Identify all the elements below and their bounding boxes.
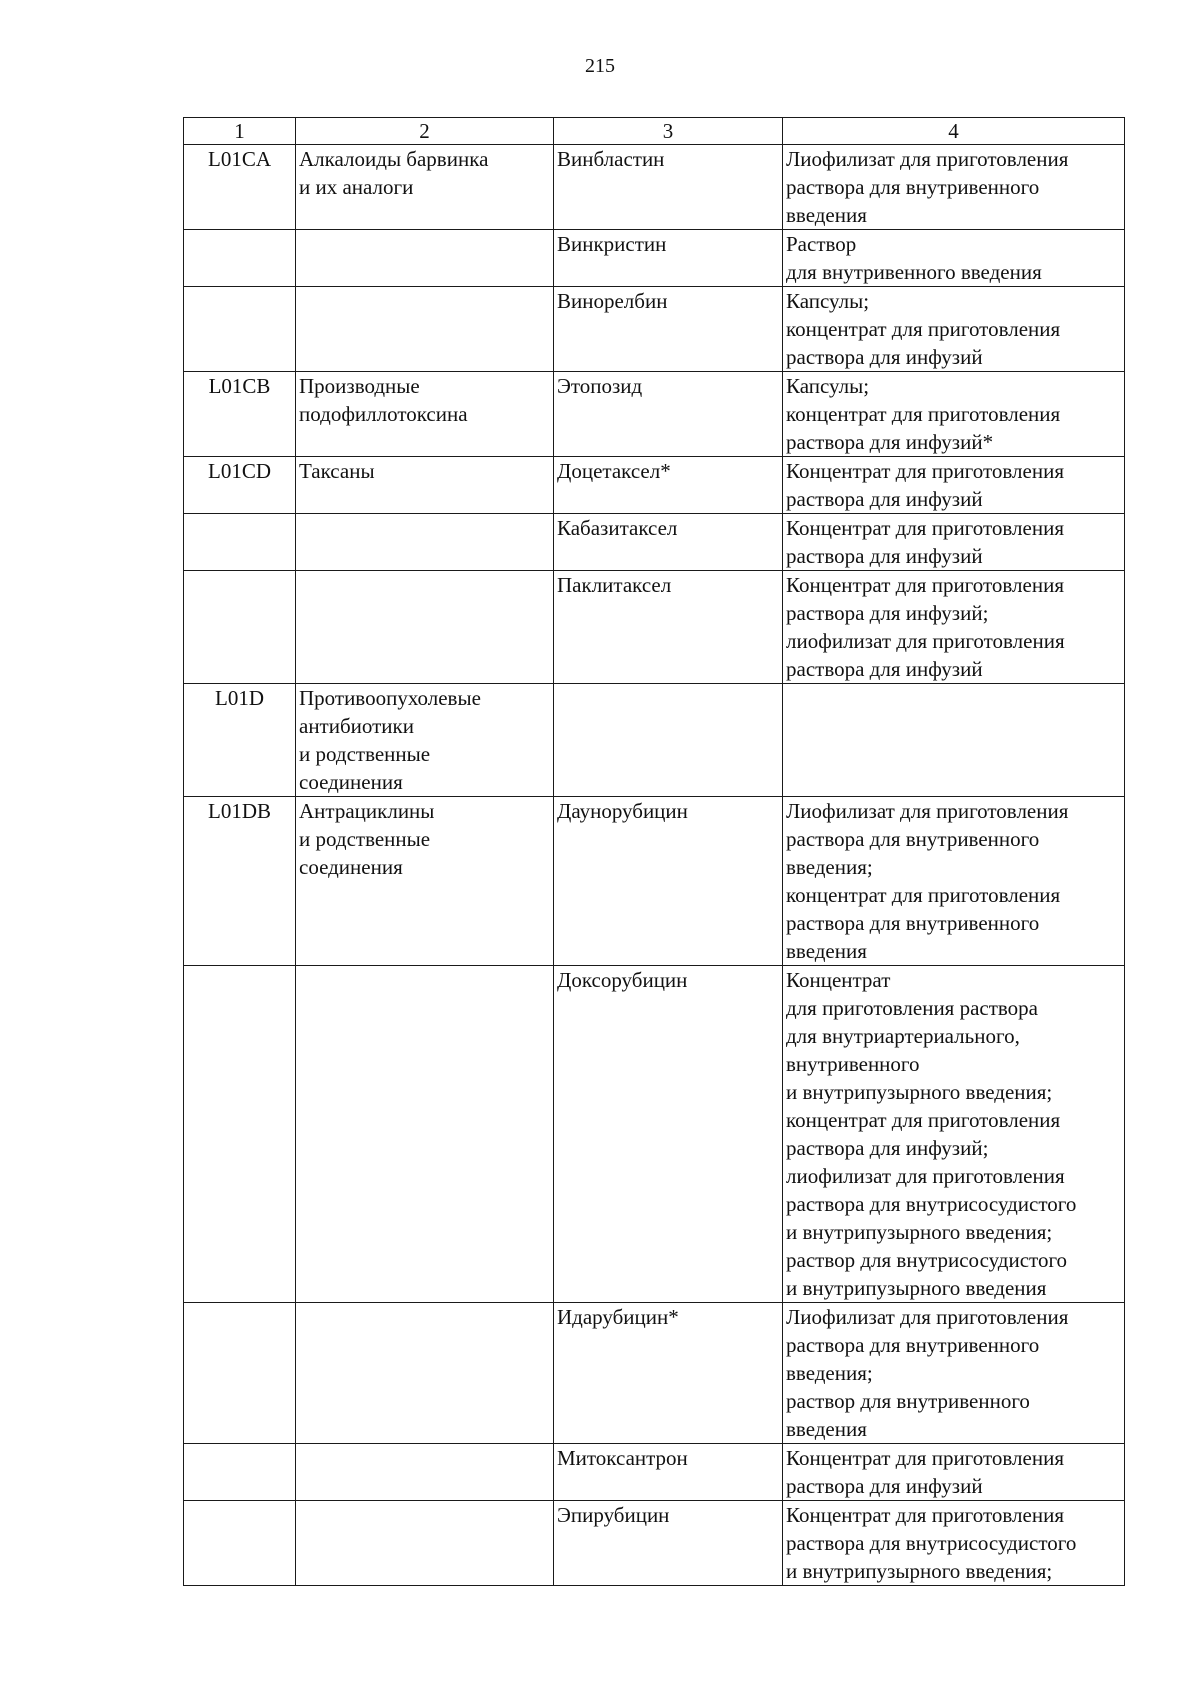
dosage-form-cell [783,684,1125,797]
table-row [184,372,1125,457]
drug-table [183,117,1125,1586]
drug-name-cell: Митоксантрон [554,1444,783,1501]
dosage-form-cell: Концентрат для приготовления раствора для инфузий [783,514,1125,571]
drug-name-cell: Эпирубицин [554,1501,783,1586]
drug-name-cell: Идарубицин* [554,1303,783,1444]
group-name-cell [296,966,554,1303]
table-row [184,457,1125,514]
table-row [184,684,1125,797]
column-header-1: 1 [184,118,296,145]
group-name-cell [296,1303,554,1444]
atc-code-cell [184,514,296,571]
group-name-cell: Алкалоиды барвинка и их аналоги [296,145,554,230]
drug-name-cell: Доцетаксел* [554,457,783,514]
dosage-form-cell: Лиофилизат для приготовления раствора для внутривенного введения; концентрат для приготовления раствора для внутривенного введения [783,797,1125,966]
drug-name-cell: Винбластин [554,145,783,230]
atc-code-cell [184,287,296,372]
dosage-form-cell: Лиофилизат для приготовления раствора для внутривенного введения; раствор для внутривенного введения [783,1303,1125,1444]
column-header-3: 3 [554,118,783,145]
atc-code-cell: L01CA [184,145,296,230]
drug-name-cell: Винорелбин [554,287,783,372]
table-row [184,966,1125,1303]
dosage-form-cell: Капсулы; концентрат для приготовления раствора для инфузий [783,287,1125,372]
drug-name-cell: Паклитаксел [554,571,783,684]
table-row [184,287,1125,372]
group-name-cell [296,1444,554,1501]
table-row [184,1501,1125,1586]
table-row [184,797,1125,966]
atc-code-cell: L01CD [184,457,296,514]
atc-code-cell: L01DB [184,797,296,966]
drug-name-cell: Даунорубицин [554,797,783,966]
dosage-form-cell: Концентрат для приготовления раствора для внутриартериального, внутривенного и внутрипузырного введения; концентрат для приготовления раствора для инфузий; лиофилизат для приготовления раствора для внутрисосудистого и внутрипузырного введения; раствор для внутрисосудистого и внутрипузырного введения [783,966,1125,1303]
atc-code-cell [184,571,296,684]
drug-name-cell: Доксорубицин [554,966,783,1303]
group-name-cell [296,1501,554,1586]
dosage-form-cell: Концентрат для приготовления раствора для инфузий; лиофилизат для приготовления раствора для инфузий [783,571,1125,684]
column-header-4: 4 [783,118,1125,145]
dosage-form-cell: Лиофилизат для приготовления раствора для внутривенного введения [783,145,1125,230]
atc-code-cell [184,1444,296,1501]
dosage-form-cell: Концентрат для приготовления раствора для инфузий [783,457,1125,514]
atc-code-cell: L01D [184,684,296,797]
group-name-cell [296,514,554,571]
dosage-form-cell: Капсулы; концентрат для приготовления раствора для инфузий* [783,372,1125,457]
group-name-cell: Производные подофиллотоксина [296,372,554,457]
table-row [184,571,1125,684]
drug-name-cell: Кабазитаксел [554,514,783,571]
table-header [184,118,1125,145]
table-row [184,230,1125,287]
page-number: 215 [585,55,615,77]
table-body [184,145,1125,1586]
group-name-cell: Противоопухолевые антибиотики и родственные соединения [296,684,554,797]
dosage-form-cell: Раствор для внутривенного введения [783,230,1125,287]
atc-code-cell [184,230,296,287]
header-row [184,118,1125,145]
table-row [184,1303,1125,1444]
drug-name-cell: Этопозид [554,372,783,457]
drug-name-cell [554,684,783,797]
group-name-cell: Таксаны [296,457,554,514]
drug-name-cell: Винкристин [554,230,783,287]
group-name-cell [296,230,554,287]
column-header-2: 2 [296,118,554,145]
dosage-form-cell: Концентрат для приготовления раствора для внутрисосудистого и внутрипузырного введения; [783,1501,1125,1586]
atc-code-cell [184,1303,296,1444]
group-name-cell [296,287,554,372]
table-row [184,145,1125,230]
dosage-form-cell: Концентрат для приготовления раствора для инфузий [783,1444,1125,1501]
group-name-cell: Антрациклины и родственные соединения [296,797,554,966]
atc-code-cell: L01CB [184,372,296,457]
atc-code-cell [184,966,296,1303]
atc-code-cell [184,1501,296,1586]
table-row [184,1444,1125,1501]
table-row [184,514,1125,571]
group-name-cell [296,571,554,684]
